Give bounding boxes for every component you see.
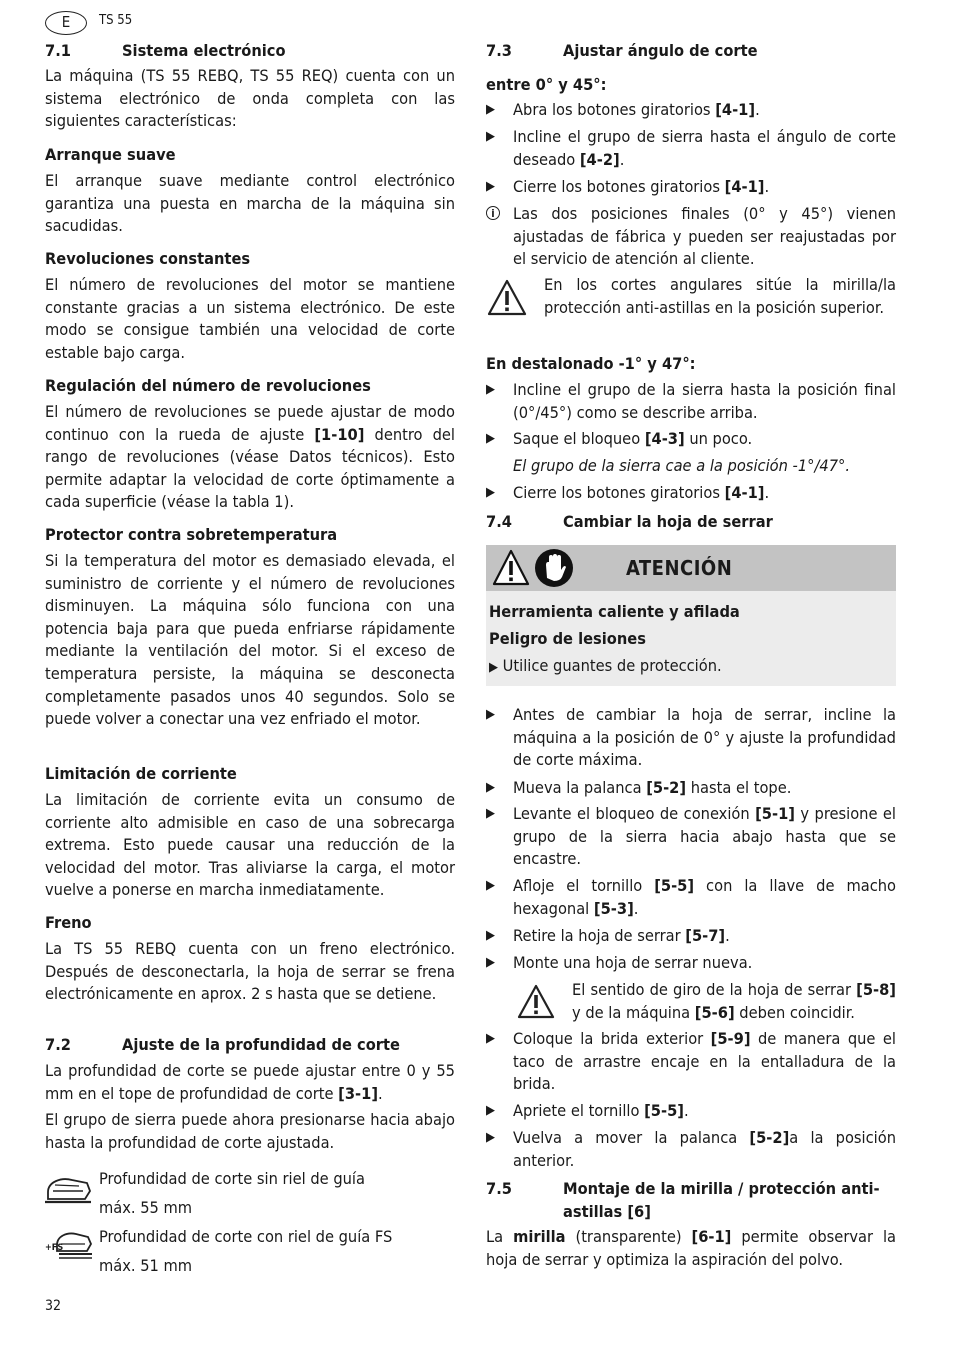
- attention-line-3: ▶ Utilice guantes de protección.: [489, 656, 722, 675]
- info-note: i Las dos posiciones finales (0° y 45°) vienen ajustadas de fábrica y pueden ser reajustadas por el servicio de atención al cliente.: [486, 203, 896, 271]
- section-7-3-heading: 7.3 Ajustar ángulo de corte: [486, 41, 758, 60]
- step-close-knobs: ▶ Cierre los botones giratorios [4-1].: [486, 176, 896, 199]
- rev-regulation-text: El número de revoluciones se puede ajustar de modo continuo con la rueda de ajuste [1-10] dentro del rango de revoluciones (véase Datos técnicos). Esto permite adaptar la velocidad de corte óptimamente a cada superficie (véase la tabla 1).: [45, 402, 456, 512]
- step-return-lever: ▶ Vuelva a mover la palanca [5-2]a la posición anterior.: [486, 1128, 896, 1170]
- bullet-arrow-icon: ▶: [489, 660, 498, 675]
- step-close-knobs-2: ▶ Cierre los botones giratorios [4-1].: [486, 482, 896, 505]
- page-number: 32: [45, 1298, 62, 1314]
- constant-rev-heading: Revoluciones constantes: [45, 249, 251, 268]
- depth-without-rail-value: máx. 55 mm: [99, 1198, 193, 1217]
- depth-with-rail-label: Profundidad de corte con riel de guía FS: [99, 1227, 393, 1246]
- step-lift-lock: ▶ Levante el bloqueo de conexión [5-1] y presione el grupo de la sierra hacia abajo hasta que se encastre.: [486, 804, 896, 869]
- bullet-arrow-icon: ▶: [486, 431, 495, 446]
- warning-icon: [486, 278, 528, 318]
- model-header: TS 55: [99, 13, 133, 28]
- section-7-5-heading: 7.5 Montaje de la mirilla / protección anti-astillas [6]: [486, 1179, 880, 1221]
- info-icon: [486, 206, 500, 220]
- section-7-2-text-1: La profundidad de corte se puede ajustar entre 0 y 55 mm en el tope de profundidad de corte [3-1].: [45, 1061, 455, 1103]
- step-pull-lock: ▶ Saque el bloqueo [4-3] un poco.: [486, 428, 896, 451]
- attention-box: [486, 545, 896, 686]
- soft-start-heading: Arranque suave: [45, 145, 176, 164]
- section-7-2-text-2: El grupo de sierra puede ahora presionarse hacia abajo hasta la profundidad de corte ajustada.: [45, 1110, 455, 1152]
- step-result-text: El grupo de la sierra cae a la posición -1°/47°.: [513, 456, 851, 475]
- bullet-arrow-icon: ▶: [486, 806, 495, 821]
- soft-start-text: El arranque suave mediante control electrónico garantiza una puesta en marcha de la máquina sin sacudidas.: [45, 171, 455, 236]
- overtemp-heading: Protector contra sobretemperatura: [45, 525, 338, 544]
- step-loosen-screw: ▶ Afloje el tornillo [5-5] con la llave de macho hexagonal [5-3].: [486, 876, 896, 918]
- bullet-arrow-icon: ▶: [486, 780, 495, 795]
- bullet-arrow-icon: ▶: [486, 1031, 495, 1046]
- bullet-arrow-icon: ▶: [486, 928, 495, 943]
- step-move-lever: ▶ Mueva la palanca [5-2] hasta el tope.: [486, 777, 896, 800]
- protective-gloves-icon: [534, 548, 574, 588]
- constant-rev-text: El número de revoluciones del motor se mantiene constante gracias a un sistema electrónico. De este modo se consigue también una velocidad de corte estable bajo carga.: [45, 275, 455, 362]
- current-limit-heading: Limitación de corriente: [45, 764, 237, 783]
- bullet-arrow-icon: ▶: [486, 179, 495, 194]
- attention-header: [486, 545, 896, 591]
- step-remove-blade: ▶ Retire la hoja de serrar [5-7].: [486, 925, 896, 948]
- bullet-arrow-icon: ▶: [486, 1103, 495, 1118]
- overtemp-text: Si la temperatura del motor es demasiado elevada, el suministro de corriente y el número de revoluciones disminuyen. La máquina sólo funciona con una potencia baja para que pueda enfriarse rápidamente mediante la ventilación del motor. Si el exceso de temperatura persiste, la máquina se desconecta completamente pasados unos 40 segundos. Solo se puede volver a conectar una vez enfriado el motor.: [45, 551, 455, 729]
- step-mount-blade: ▶ Monte una hoja de serrar nueva.: [486, 952, 896, 975]
- step-open-knobs: ▶ Abra los botones giratorios [4-1].: [486, 99, 896, 122]
- current-limit-text: La limitación de corriente evita un consumo de corriente alto admisible en caso de una sobrecarga extrema. Esto puede causar una reducción de la velocidad del motor. Tras aliviarse la carga, el motor vuelve a ponerse en marcha inmediatamente.: [45, 790, 455, 900]
- section-7-1-heading: 7.1 Sistema electrónico: [45, 41, 286, 60]
- step-tilt-end-position: ▶ Incline el grupo de la sierra hasta la posición final (0°/45°) como se describe arriba.: [486, 380, 896, 422]
- warning-icon: [491, 548, 531, 588]
- section-7-5-text: La mirilla (transparente) [6-1] permite observar la hoja de serrar y optimiza la aspiración del polvo.: [486, 1227, 896, 1269]
- bullet-arrow-icon: ▶: [486, 707, 495, 722]
- brake-heading: Freno: [45, 913, 92, 932]
- rev-regulation-heading: Regulación del número de revoluciones: [45, 376, 371, 395]
- depth-with-rail-value: máx. 51 mm: [99, 1256, 193, 1275]
- depth-without-rail-label: Profundidad de corte sin riel de guía: [99, 1169, 365, 1188]
- step-place-flange: ▶ Coloque la brida exterior [5-9] de manera que el taco de arrastre encaje en la entalladura de la brida.: [486, 1029, 896, 1094]
- bullet-arrow-icon: ▶: [486, 382, 495, 397]
- section-7-1-intro: La máquina (TS 55 REBQ, TS 55 REQ) cuenta con un sistema electrónico de onda completa con las siguientes características:: [45, 66, 455, 131]
- bullet-arrow-icon: ▶: [486, 955, 495, 970]
- bullet-arrow-icon: ▶: [486, 485, 495, 500]
- brake-text: La TS 55 REBQ cuenta con un freno electrónico. Después de desconectarla, la hoja de serrar se frena electrónicamente en aprox. 2 s hasta que se detiene.: [45, 939, 455, 1004]
- attention-title: ATENCIÓN: [626, 556, 733, 580]
- attention-body: [486, 591, 896, 686]
- attention-line-2: Peligro de lesiones: [489, 629, 646, 648]
- section-7-4-heading: 7.4 Cambiar la hoja de serrar: [486, 512, 773, 531]
- step-prepare-machine: ▶ Antes de cambiar la hoja de serrar, incline la máquina a la posición de 0° y ajuste la profundidad de corte máxima.: [486, 705, 896, 770]
- fs-rail-icon-label: +FS: [45, 1243, 64, 1253]
- step-tighten-screw: ▶ Apriete el tornillo [5-5].: [486, 1100, 896, 1123]
- warning-icon: [516, 983, 556, 1021]
- warning-angled-cuts: En los cortes angulares sitúe la mirilla/la protección anti-astillas en la posición superior.: [544, 275, 896, 317]
- bevel-subheading: En destalonado -1° y 47°:: [486, 354, 696, 373]
- attention-line-1: Herramienta caliente y afilada: [489, 602, 740, 621]
- section-7-2-heading: 7.2 Ajuste de la profundidad de corte: [45, 1035, 400, 1054]
- language-badge: E: [45, 11, 87, 35]
- warning-rotation-direction: El sentido de giro de la hoja de serrar [5-8] y de la máquina [5-6] deben coincidir.: [572, 980, 896, 1022]
- step-tilt-saw: ▶ Incline el grupo de sierra hasta el ángulo de corte deseado [4-2].: [486, 127, 896, 169]
- saw-without-rail-icon: [45, 1172, 93, 1208]
- bullet-arrow-icon: ▶: [486, 102, 495, 117]
- bullet-arrow-icon: ▶: [486, 878, 495, 893]
- angle-range-subheading: entre 0° y 45°:: [486, 75, 607, 94]
- bullet-arrow-icon: ▶: [486, 129, 495, 144]
- bullet-arrow-icon: ▶: [486, 1130, 495, 1145]
